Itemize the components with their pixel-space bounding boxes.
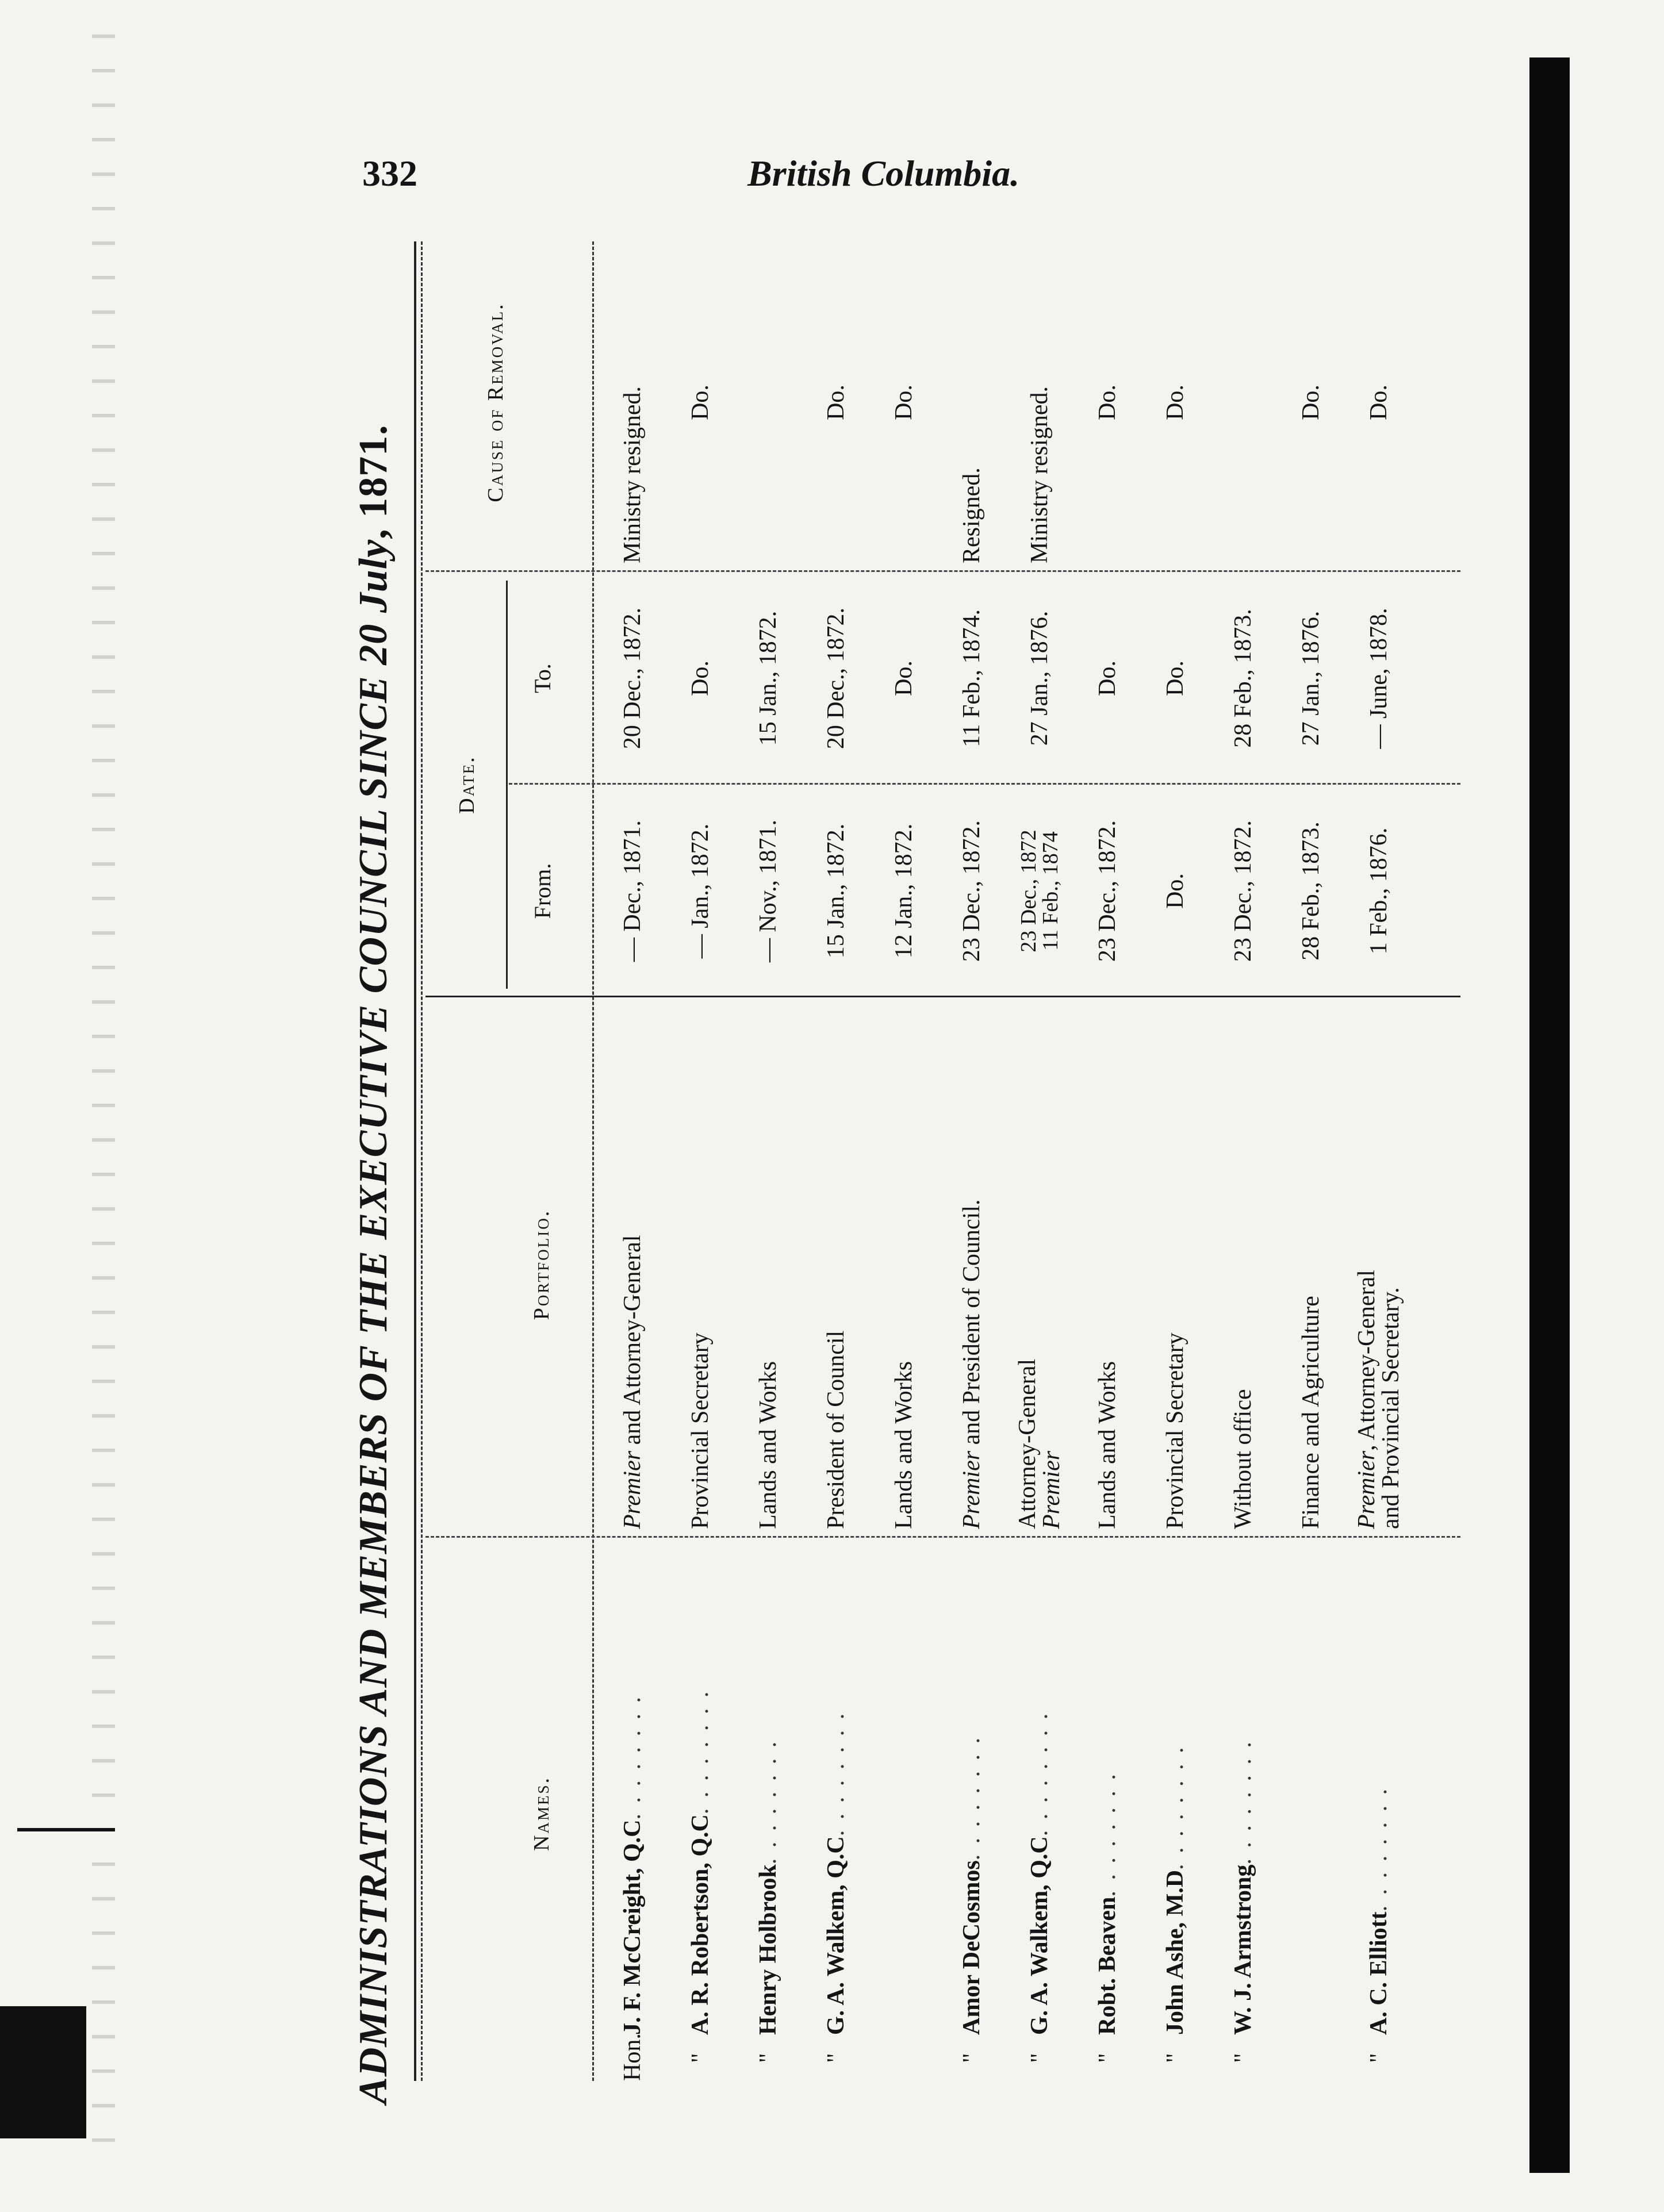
dot-leader: . . . . . . . .: [687, 1689, 714, 1815]
cell-portfolio: [1147, 1000, 1204, 1529]
table-row: [1214, 241, 1272, 2081]
cell-date-to: Do.: [687, 660, 714, 696]
cell-date-from: [672, 793, 729, 989]
name-prefix: ": [1094, 2053, 1121, 2063]
cell-cause: Do.: [1162, 385, 1188, 420]
member-name: Henry Holbrook: [755, 1864, 781, 2035]
dot-leader: . . . . . . . .: [958, 1735, 985, 1861]
date-subheader-rule: [506, 581, 508, 989]
date-from-line: 23 Dec., 1872.: [958, 820, 985, 962]
portfolio-line: Finance and Agriculture: [1298, 1296, 1324, 1529]
rotated-table: [351, 241, 1478, 2104]
portfolio-line: Premier and President of Council.: [958, 1199, 985, 1529]
cell-cause: Do.: [1366, 385, 1392, 420]
cell-date-to: 28 Feb., 1873.: [1230, 609, 1256, 748]
cell-name: [1011, 1546, 1068, 2081]
cell-date-from: [1079, 793, 1136, 989]
table-row: [1350, 241, 1408, 2081]
cell-date-to: 27 Jan., 1876.: [1026, 610, 1053, 746]
cell-name: [1214, 1546, 1272, 2081]
header-from: From.: [530, 863, 555, 919]
member-name: W. J. Armstrong: [1230, 1864, 1256, 2035]
date-from-line: 23 Dec., 1872: [1017, 830, 1041, 953]
cell-name: [1147, 1546, 1204, 2081]
cell-cause: [1214, 241, 1272, 563]
portfolio-line: Lands and Works: [1094, 1361, 1121, 1529]
cell-date-from: [1147, 793, 1204, 989]
cell-date-from: [739, 793, 797, 989]
date-from-line: 23 Dec., 1872.: [1230, 820, 1256, 962]
table-row: [943, 241, 1000, 2081]
cell-portfolio: [1350, 1000, 1408, 1529]
date-from-line: — Nov., 1871.: [755, 819, 781, 963]
table-row: [1011, 241, 1068, 2081]
dot-leader: . . . . . . . .: [619, 1695, 646, 1820]
cell-portfolio: [875, 1000, 933, 1529]
cell-portfolio: [1282, 1000, 1340, 1529]
table-row: [1147, 241, 1204, 2081]
cell-name: [807, 1546, 865, 2081]
date-from-line: — Jan., 1872.: [687, 823, 714, 959]
portfolio-line: Lands and Works: [891, 1361, 917, 1529]
date-from-line: 28 Feb., 1873.: [1298, 821, 1324, 961]
dot-leader: . . . . . . . .: [1230, 1739, 1256, 1865]
member-name: A. R. Robertson, Q.C: [687, 1814, 714, 2035]
table-title-month: July: [351, 539, 396, 613]
header-bottom-rule: [592, 241, 594, 2081]
date-from-line: 23 Dec., 1872.: [1094, 820, 1121, 962]
table-title-year: , 1871.: [351, 424, 396, 539]
header-portfolio: Portfolio.: [530, 1209, 554, 1320]
cell-name: [739, 1546, 797, 2081]
table-title: [351, 241, 397, 2104]
portfolio-line: President of Council: [823, 1330, 849, 1529]
name-prefix: ": [823, 2053, 849, 2063]
table-row: [807, 241, 865, 2081]
dot-leader: . . . . . . . .: [1026, 1711, 1053, 1837]
cell-name: [1350, 1546, 1408, 2081]
name-prefix: ": [1366, 2053, 1392, 2063]
cell-date-from: [943, 793, 1000, 989]
scan-mark: [17, 1828, 115, 1831]
cell-portfolio: [1079, 1000, 1136, 1529]
cell-date-from: [604, 793, 661, 989]
dot-leader: . . . . . . . .: [1094, 1772, 1121, 1897]
cell-portfolio: [943, 1000, 1000, 1529]
cell-name: [875, 1546, 933, 2081]
cell-date-to: 27 Jan., 1876.: [1298, 610, 1324, 746]
portfolio-line: Premier: [1038, 1450, 1065, 1529]
header-to: To.: [530, 663, 555, 693]
cell-date-to: 20 Dec., 1872.: [619, 607, 646, 750]
dot-leader: . . . . . . . .: [1366, 1786, 1392, 1912]
cell-date-to: Do.: [1162, 660, 1188, 696]
cell-date-from: [807, 793, 865, 989]
header-cause: Cause of Removal.: [484, 302, 508, 502]
name-prefix: ": [958, 2053, 985, 2063]
cell-cause: Do.: [1094, 385, 1121, 420]
cell-portfolio: [672, 1000, 729, 1529]
portfolio-line: Attorney-General: [1014, 1358, 1041, 1529]
name-prefix: ": [1162, 2053, 1188, 2063]
date-from-line: 15 Jan., 1872.: [823, 823, 849, 959]
cell-portfolio: [1011, 1000, 1068, 1529]
date-from-line: — Dec., 1871.: [619, 820, 646, 962]
name-prefix: ": [1230, 2053, 1256, 2063]
cell-cause: Do.: [823, 385, 849, 420]
table-row: [739, 241, 797, 2081]
member-name: Amor DeCosmos: [958, 1860, 985, 2035]
cell-portfolio: [1214, 1000, 1272, 1529]
cell-portfolio: [807, 1000, 865, 1529]
cell-cause: [739, 241, 797, 563]
table-row: [1282, 241, 1340, 2081]
date-from-line: Do.: [1162, 873, 1188, 909]
name-prefix: Hon.: [619, 2033, 646, 2081]
date-from-line: 11 Feb., 1874: [1038, 831, 1063, 951]
portfolio-line: Without office: [1230, 1389, 1256, 1529]
name-prefix: ": [1026, 2053, 1053, 2063]
page-number: 332: [362, 153, 417, 194]
header-names: Names.: [530, 1776, 554, 1851]
table-top-rule-dashed: [421, 241, 423, 2081]
cell-name: [604, 1546, 661, 2081]
cell-date-to: — June, 1878.: [1366, 608, 1392, 749]
running-title: British Columbia.: [747, 153, 1020, 194]
dot-leader: . . . . . . . .: [755, 1739, 781, 1865]
table-row: [875, 241, 933, 2081]
cell-date-to: 20 Dec., 1872.: [823, 607, 849, 750]
scan-edge-shadow: [0, 2006, 86, 2138]
member-name: Robt. Beaven: [1094, 1896, 1121, 2035]
cell-cause: Do.: [891, 385, 917, 420]
member-name: J. F. McCreight, Q.C: [619, 1819, 646, 2035]
cell-name: [1079, 1546, 1136, 2081]
cell-cause: Resigned.: [958, 467, 985, 563]
cell-portfolio: [604, 1000, 661, 1529]
table-row: [604, 241, 661, 2081]
table-top-rule: [414, 241, 416, 2081]
portfolio-line: Provincial Secretary: [1162, 1332, 1188, 1529]
table-row: [1079, 241, 1136, 2081]
cell-date-to: 15 Jan., 1872.: [755, 610, 781, 746]
dot-leader: . . . . . . . .: [1162, 1745, 1188, 1870]
portfolio-line: and Provincial Secretary.: [1378, 1287, 1404, 1529]
member-name: John Ashe, M.D: [1162, 1869, 1188, 2035]
scan-binding-shadow: [1529, 57, 1570, 2173]
name-prefix: ": [687, 2053, 714, 2063]
cell-date-from: [1214, 793, 1272, 989]
scan-speckle: [92, 34, 115, 2161]
cell-name: [672, 1546, 729, 2081]
cell-name: [943, 1546, 1000, 2081]
cell-date-from: [1282, 793, 1340, 989]
date-from-line: 1 Feb., 1876.: [1366, 827, 1392, 955]
member-name: G. A. Walkem, Q.C: [1026, 1836, 1053, 2035]
cell-date-from: [875, 793, 933, 989]
portfolio-line: Premier and Attorney-General: [619, 1235, 646, 1529]
cell-date-to: 11 Feb., 1874.: [958, 609, 985, 747]
portfolio-line: Premier, Attorney-General: [1354, 1270, 1380, 1529]
table-row: [672, 241, 729, 2081]
cell-date-to: Do.: [1094, 660, 1121, 696]
cell-name: [1282, 1546, 1340, 2081]
cell-cause: Do.: [687, 385, 714, 420]
cell-cause: Ministry resigned.: [619, 386, 646, 563]
cell-date-from: [1011, 793, 1068, 989]
date-from-line: 12 Jan., 1872.: [891, 823, 917, 959]
header-date: Date.: [455, 755, 479, 814]
member-name: G. A. Walkem, Q.C: [823, 1836, 849, 2035]
name-prefix: ": [755, 2053, 781, 2063]
dot-leader: . . . . . . . .: [823, 1711, 849, 1837]
member-name: A. C. Elliott: [1366, 1911, 1392, 2035]
cell-cause: Do.: [1298, 385, 1324, 420]
table-title-main: ADMINISTRATIONS AND MEMBERS OF THE EXECUTIVE COUNCIL SINCE 20: [351, 613, 396, 2104]
portfolio-line: Lands and Works: [755, 1361, 781, 1529]
cell-portfolio: [739, 1000, 797, 1529]
cell-date-to: Do.: [891, 660, 917, 696]
portfolio-line: Provincial Secretary: [687, 1332, 714, 1529]
cell-date-from: [1350, 793, 1408, 989]
cell-cause: Ministry resigned.: [1026, 386, 1053, 563]
